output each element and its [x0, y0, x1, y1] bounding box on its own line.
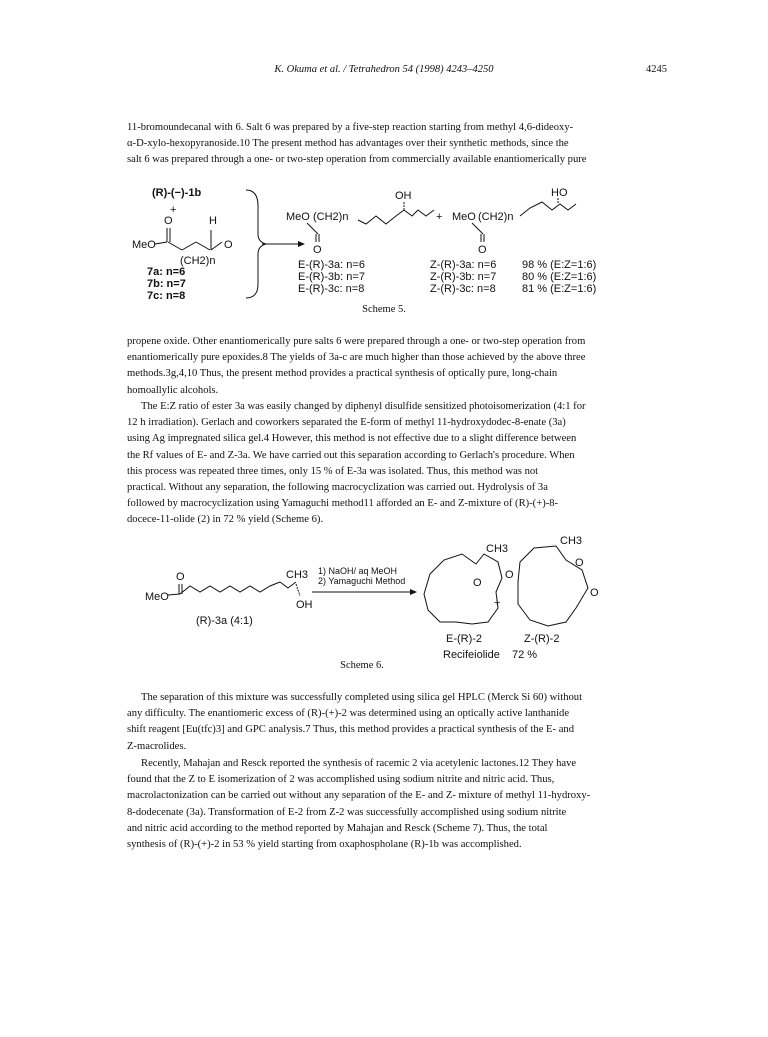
text-line: macrolactonization can be carried out without any separation of the E- and Z- mixture of methyl 11-hydroxy- [127, 790, 591, 802]
chain-bond [182, 242, 196, 250]
ester-oxygen: O [164, 215, 173, 227]
start-ch3: CH3 [286, 569, 309, 581]
chain-bond [168, 242, 182, 250]
z-product-ch2n: (CH2)n [478, 211, 514, 223]
e-product-ch2n: (CH2)n [313, 211, 349, 223]
text-line: 8-dodecenate (3a). Transformation of E-2 from Z-2 was successfully accomplished using sodium nitrite [127, 806, 567, 818]
e-product-meo: MeO [286, 211, 310, 223]
start-meo: MeO [145, 591, 169, 603]
meo-group: MeO [132, 239, 156, 251]
scheme-6-yield: 72 % [512, 649, 538, 661]
arrow-head [298, 241, 305, 247]
compound-7b: 7b: n=7 [147, 278, 186, 290]
start-oh: OH [296, 599, 313, 611]
z-3a: Z-(R)-3a: n=6 [430, 259, 497, 271]
paragraph-5 [127, 756, 641, 853]
z-3b: Z-(R)-3b: n=7 [430, 271, 497, 283]
text-line: any difficulty. The enantiomeric excess of (R)-(+)-2 was determined using an optically active lanthanide [127, 708, 570, 720]
step-2: 2) Yamaguchi Method [318, 576, 406, 586]
text-line: homoallylic alcohols. [127, 384, 219, 396]
recifeiolide-name: Recifeiolide [443, 649, 500, 661]
text-line: practical. Without any separation, the following macrocyclization was carried out. Hydrolysis of 3a [127, 482, 548, 494]
text-line: 11-bromoundecanal with 6. Salt 6 was prepared by a five-step reaction starting from methyl 4,6-dideoxy- [127, 122, 574, 133]
yield-3b: 80 % (E:Z=1:6) [522, 271, 597, 283]
label-e-2: E-(R)-2 [446, 633, 483, 645]
text-line: Z-macrolides. [127, 740, 187, 752]
text-line: α-D-xylo-hexopyranoside.10 The present method has advantages over their synthetic methods, since the [127, 138, 569, 150]
e-3a: E-(R)-3a: n=6 [298, 259, 365, 271]
text-line: The separation of this mixture was successfully completed using silica gel HPLC (Merck Si 60) without [141, 692, 583, 703]
z-product-meo: MeO [452, 211, 476, 223]
z-product-carbonyl-o: O [478, 244, 487, 256]
start-chain [168, 582, 280, 595]
e-3b: E-(R)-3b: n=7 [298, 271, 365, 283]
scheme-6-caption: Scheme 6. [340, 660, 384, 671]
e-3c: E-(R)-3c: n=8 [298, 283, 365, 295]
scheme-6 [0, 532, 768, 682]
start-carbonyl-o: O [176, 571, 185, 583]
z-product-bond [472, 223, 483, 234]
e-carbonyl-o: O [505, 569, 514, 581]
paragraph-2 [127, 334, 641, 399]
z-carbonyl-o: O [590, 587, 599, 599]
z-3c: Z-(R)-3c: n=8 [430, 283, 496, 295]
compound-7c: 7c: n=8 [147, 290, 186, 302]
running-title: K. Okuma et al. / Tetrahedron 54 (1998) 4243–4250 [274, 64, 494, 75]
z-product-ho: HO [551, 187, 568, 199]
scheme-5-caption: Scheme 5. [362, 304, 406, 315]
chain-bond [196, 242, 210, 250]
z-ring-o: O [575, 557, 584, 569]
plus-sign-products: + [436, 211, 443, 223]
text-line: propene oxide. Other enantiomerically pure salts 6 were prepared through a one- or two-step operation from [127, 336, 586, 347]
step-1: 1) NaOH/ aq MeOH [318, 566, 398, 576]
e-macrolide-ring [424, 554, 502, 624]
text-line: shift reagent [Eu(tfc)3] and GPC analysis.7 Thus, this method provides a practical synthesis of the E- and [127, 724, 574, 736]
plus-sign: + [494, 597, 501, 609]
z-ch3: CH3 [560, 535, 583, 547]
text-line: followed by macrocyclization using Yamaguchi method11 afforded an E- and Z-mixture of (R)-(+)-8- [127, 498, 559, 510]
text-line: this process was repeated three times, only 15 % of E-3a was isolated. Thus, this method was not [127, 465, 539, 477]
yield-3a: 98 % (E:Z=1:6) [522, 259, 597, 271]
e-product-chain [358, 210, 434, 224]
yield-3c: 81 % (E:Z=1:6) [522, 283, 597, 295]
e-product-bond [307, 223, 318, 234]
text-line: using Ag impregnated silica gel.4 However, this method is not effective due to a slight difference between [127, 433, 577, 445]
stereo-bond [296, 584, 300, 596]
aldehyde-h: H [209, 215, 217, 227]
z-product-chain [520, 202, 576, 216]
ch2n-group: (CH2)n [180, 255, 216, 267]
label-z-2: Z-(R)-2 [524, 633, 560, 645]
reagent-1b-label: (R)-(−)-1b [152, 187, 202, 199]
e-ch3: CH3 [486, 543, 509, 555]
e-product-carbonyl-o: O [313, 244, 322, 256]
paragraph-1 [127, 120, 641, 169]
text-line: found that the Z to E isomerization of 2 was accomplished using sodium nitrite and nitric acid. Thus, [127, 774, 555, 786]
text-line: enantiomerically pure epoxides.8 The yields of 3a-c are much higher than those achieved by the above three [127, 352, 586, 364]
running-header [0, 64, 768, 78]
text-line: Recently, Mahajan and Resck reported the synthesis of racemic 2 via acetylenic lactones.12 They have [141, 758, 577, 769]
cho-bond [211, 242, 222, 250]
text-line: 12 h irradiation). Gerlach and coworkers separated the E-form of methyl 11-hydroxydodec-8-enate (3a) [127, 417, 566, 429]
page-number: 4245 [646, 64, 667, 75]
text-line: The E:Z ratio of ester 3a was easily changed by diphenyl disulfide sensitized photoisomerization (4:1 for [141, 401, 586, 412]
start-chain-end [280, 582, 296, 588]
text-line: methods.3g,4,10 Thus, the present method provides a practical synthesis of optically pure, long-chain [127, 368, 558, 380]
aldehyde-oxygen: O [224, 239, 233, 251]
ester-bond [155, 242, 167, 244]
paragraph-4 [127, 690, 641, 755]
e-product-oh: OH [395, 190, 412, 202]
text-line: synthesis of (R)-(+)-2 in 53 % yield starting from oxaphospholane (R)-1b was accomplished. [127, 839, 522, 851]
plus-sign: + [170, 204, 177, 216]
scheme-5 [0, 176, 768, 326]
text-line: the Rf values of E- and Z-3a. We have carried out this separation according to Gerlach's procedure. When [127, 449, 575, 461]
text-line: and nitric acid according to the method reported by Mahajan and Resck (Scheme 7). Thus, the total [127, 822, 548, 834]
paragraph-3 [127, 399, 641, 529]
compound-7a: 7a: n=6 [147, 266, 186, 278]
text-line: salt 6 was prepared through a one- or two-step operation from commercially available enantiomerically pure [127, 154, 587, 166]
start-label: (R)-3a (4:1) [196, 615, 253, 627]
arrow-head [410, 589, 417, 595]
text-line: docece-11-olide (2) in 72 % yield (Scheme 6). [127, 514, 324, 526]
e-ring-o: O [473, 577, 482, 589]
